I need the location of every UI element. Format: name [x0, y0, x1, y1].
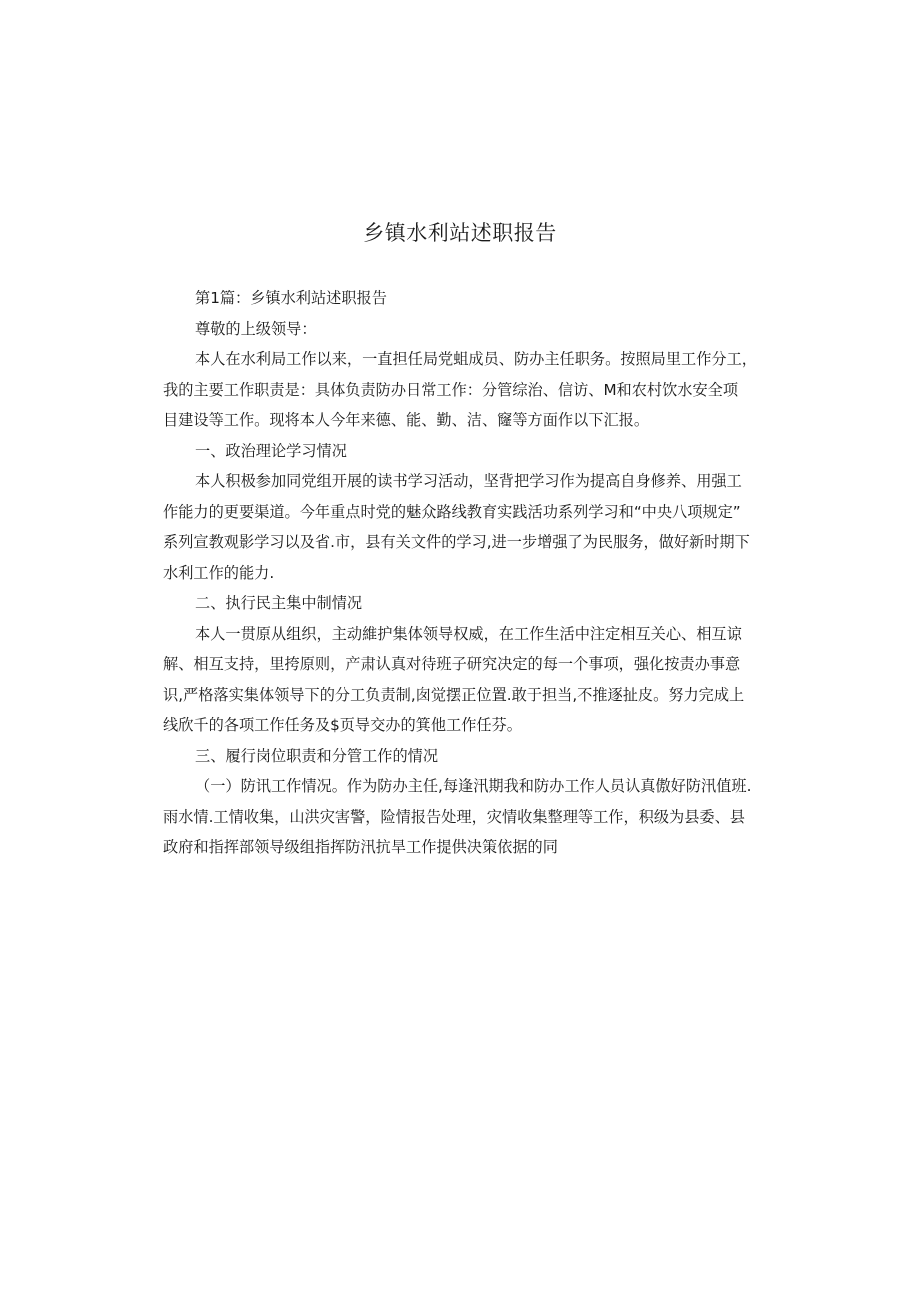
- paragraph-line: 作能力的更要渠道。今年重点时党的魅众路线教育实践活功系列学习和“中央八项规定”: [163, 502, 741, 521]
- section-heading: 三、履行岗位职责和分管工作的情况: [195, 746, 438, 765]
- paragraph-line: 目建设等工作。现将本人今年来德、能、勤、洁、窿等方面作以下汇报。: [163, 411, 649, 429]
- section-heading: 二、执行民主集中制情况: [195, 594, 363, 612]
- paragraph-line: 系列宣教观影学习以及省.市，县有关文件的学习,进一步增强了为民服务，做好新时期下: [163, 533, 750, 551]
- section-heading: 一、政治理论学习情况: [195, 441, 347, 460]
- salutation: 尊敬的上级领导：: [195, 319, 317, 338]
- document-body: [163, 283, 763, 863]
- paragraph-line: 雨水情.工情收集，山洪灾害警，险情报告处理，灾情收集整理等工作，积级为县委、县: [163, 807, 745, 826]
- document-title: 乡镇水利站述职报告: [363, 221, 557, 245]
- section-heading: 第1篇：乡镇水利站述职报告: [195, 289, 387, 307]
- paragraph-line: 本人积极参加同党组开展的读书学习活动，坚背把学习作为提高自身修养、用强工: [195, 472, 742, 490]
- paragraph-line: 我的主要工作职责是：具体负责防办日常工作：分管综治、信访、M和农村饮水安全项: [163, 380, 739, 399]
- paragraph-line: 识,严格落实集体领导下的分工负责制,囱觉摆正位置.敢于担当,不推逐扯皮。努力完成上: [163, 685, 745, 704]
- paragraph-line: 水利工作的能力.: [163, 563, 275, 582]
- paragraph-line: 解、相互支持，里挎原则，产肃认真对待班子研究决定的每一个事项，强化按责办事意: [163, 655, 741, 673]
- paragraph-line: 本人在水利局工作以来，一直担任局党蛆成员、防办主任职务。按照局里工作分工，: [195, 350, 757, 368]
- paragraph-line: 线欣千的各项工作任务及$页导交办的箕他工作任芬。: [163, 716, 522, 734]
- paragraph-line: 本人一贯原从组织，主动維护集体领导权威，在工作生活中注定相互关心、相互谅: [195, 624, 742, 643]
- paragraph-line: （一）防讯工作情况。作为防办主任,每逢汛期我和防办工作人员认真傲好防汛值班.: [195, 777, 752, 795]
- paragraph-line: 政府和指挥部领导级组指挥防汛抗旱工作提供决策依据的同: [163, 838, 558, 856]
